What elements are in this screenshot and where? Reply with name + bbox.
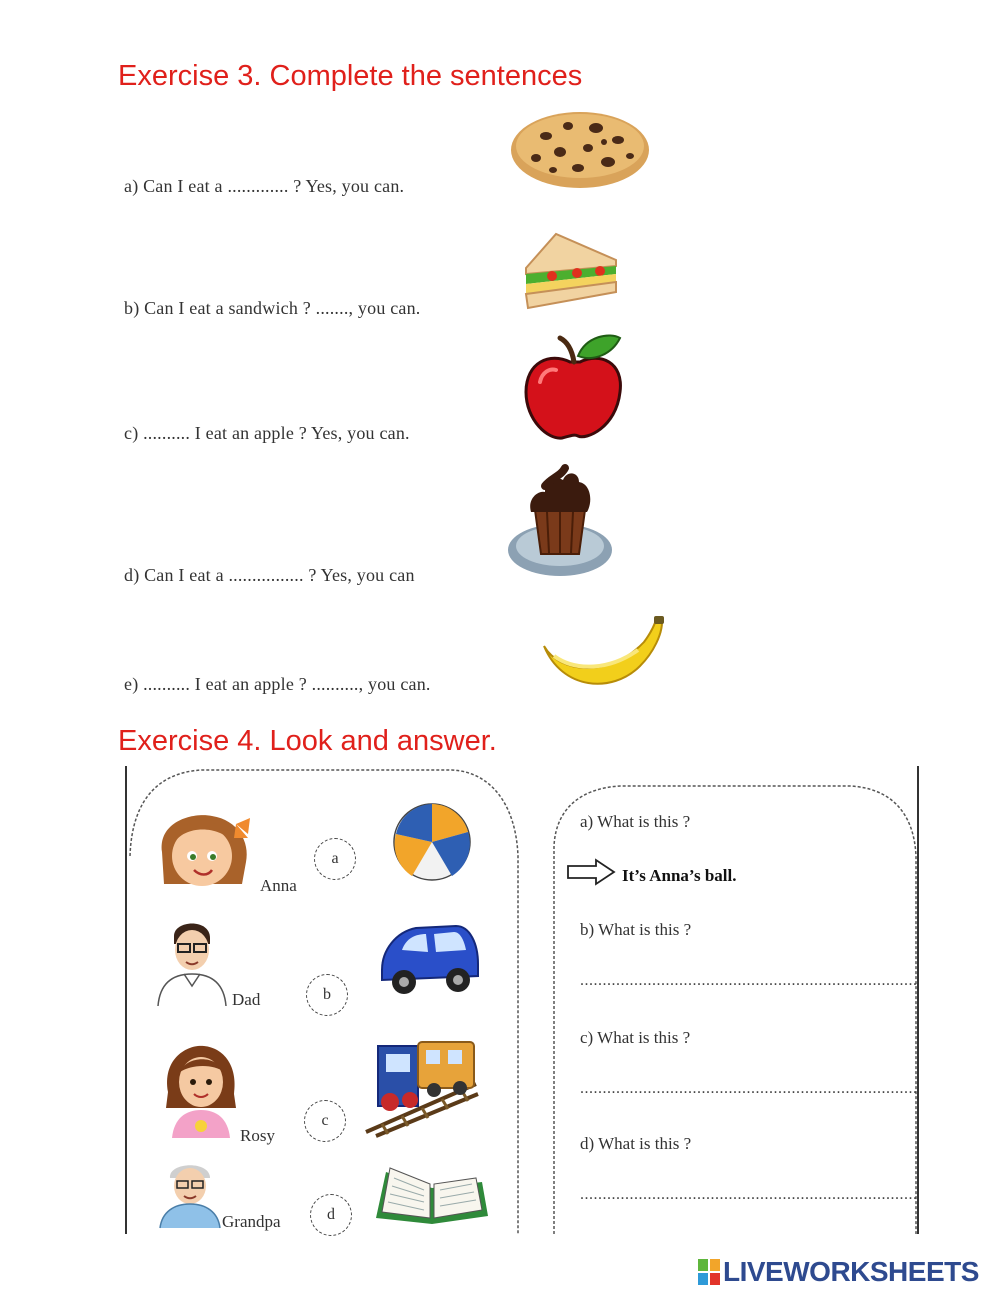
cupcake-image	[505, 458, 615, 580]
cookie-image	[508, 108, 653, 190]
person-name-rosy: Rosy	[240, 1126, 275, 1145]
sandwich-image	[522, 230, 622, 312]
liveworksheets-brand-text: LIVEWORKSHEETS	[723, 1256, 979, 1287]
question-d: d) What is this ?	[580, 1134, 692, 1153]
example-answer: It’s Anna’s ball.	[622, 866, 737, 885]
question-a: a) What is this ?	[580, 812, 691, 831]
anna-image	[152, 812, 256, 892]
question-c: c) What is this ?	[580, 1028, 691, 1047]
answer-line-d[interactable]: ...........................................................................	[580, 1186, 918, 1203]
apple-image	[520, 332, 630, 442]
exercise3-title: Exercise 3. Complete the sentences	[118, 60, 583, 92]
ball-image	[390, 800, 474, 884]
liveworksheets-logo-icon	[698, 1259, 720, 1285]
answer-line-c[interactable]: ...........................................................................	[580, 1080, 918, 1097]
train-image	[362, 1032, 480, 1138]
grandpa-image	[158, 1156, 222, 1230]
exercise4-title: Exercise 4. Look and answer.	[118, 725, 497, 757]
person-name-dad: Dad	[232, 990, 261, 1009]
sentence-d: d) Can I eat a ................ ? Yes, you can	[124, 565, 415, 585]
letter-circle-d: d	[310, 1194, 352, 1236]
questions-panel-frame	[550, 766, 922, 1236]
sentence-c: c) .......... I eat an apple ? Yes, you can.	[124, 423, 410, 443]
book-image	[372, 1162, 492, 1226]
letter-circle-b: b	[306, 974, 348, 1016]
person-name-grandpa: Grandpa	[222, 1212, 281, 1231]
dad-image	[154, 916, 230, 1008]
sentence-e: e) .......... I eat an apple ? .........., you can.	[124, 674, 431, 694]
answer-line-b[interactable]: ...........................................................................	[580, 972, 918, 989]
question-b: b) What is this ?	[580, 920, 692, 939]
car-image	[376, 920, 482, 1000]
person-name-anna: Anna	[260, 876, 297, 895]
arrow-right-icon	[566, 858, 616, 886]
sentence-b: b) Can I eat a sandwich ? ......., you can.	[124, 298, 421, 318]
sentence-a: a) Can I eat a ............. ? Yes, you can.	[124, 176, 405, 196]
banana-image	[540, 612, 668, 694]
letter-circle-c: c	[304, 1100, 346, 1142]
rosy-image	[158, 1042, 244, 1140]
liveworksheets-logo	[698, 1256, 979, 1288]
letter-circle-a: a	[314, 838, 356, 880]
